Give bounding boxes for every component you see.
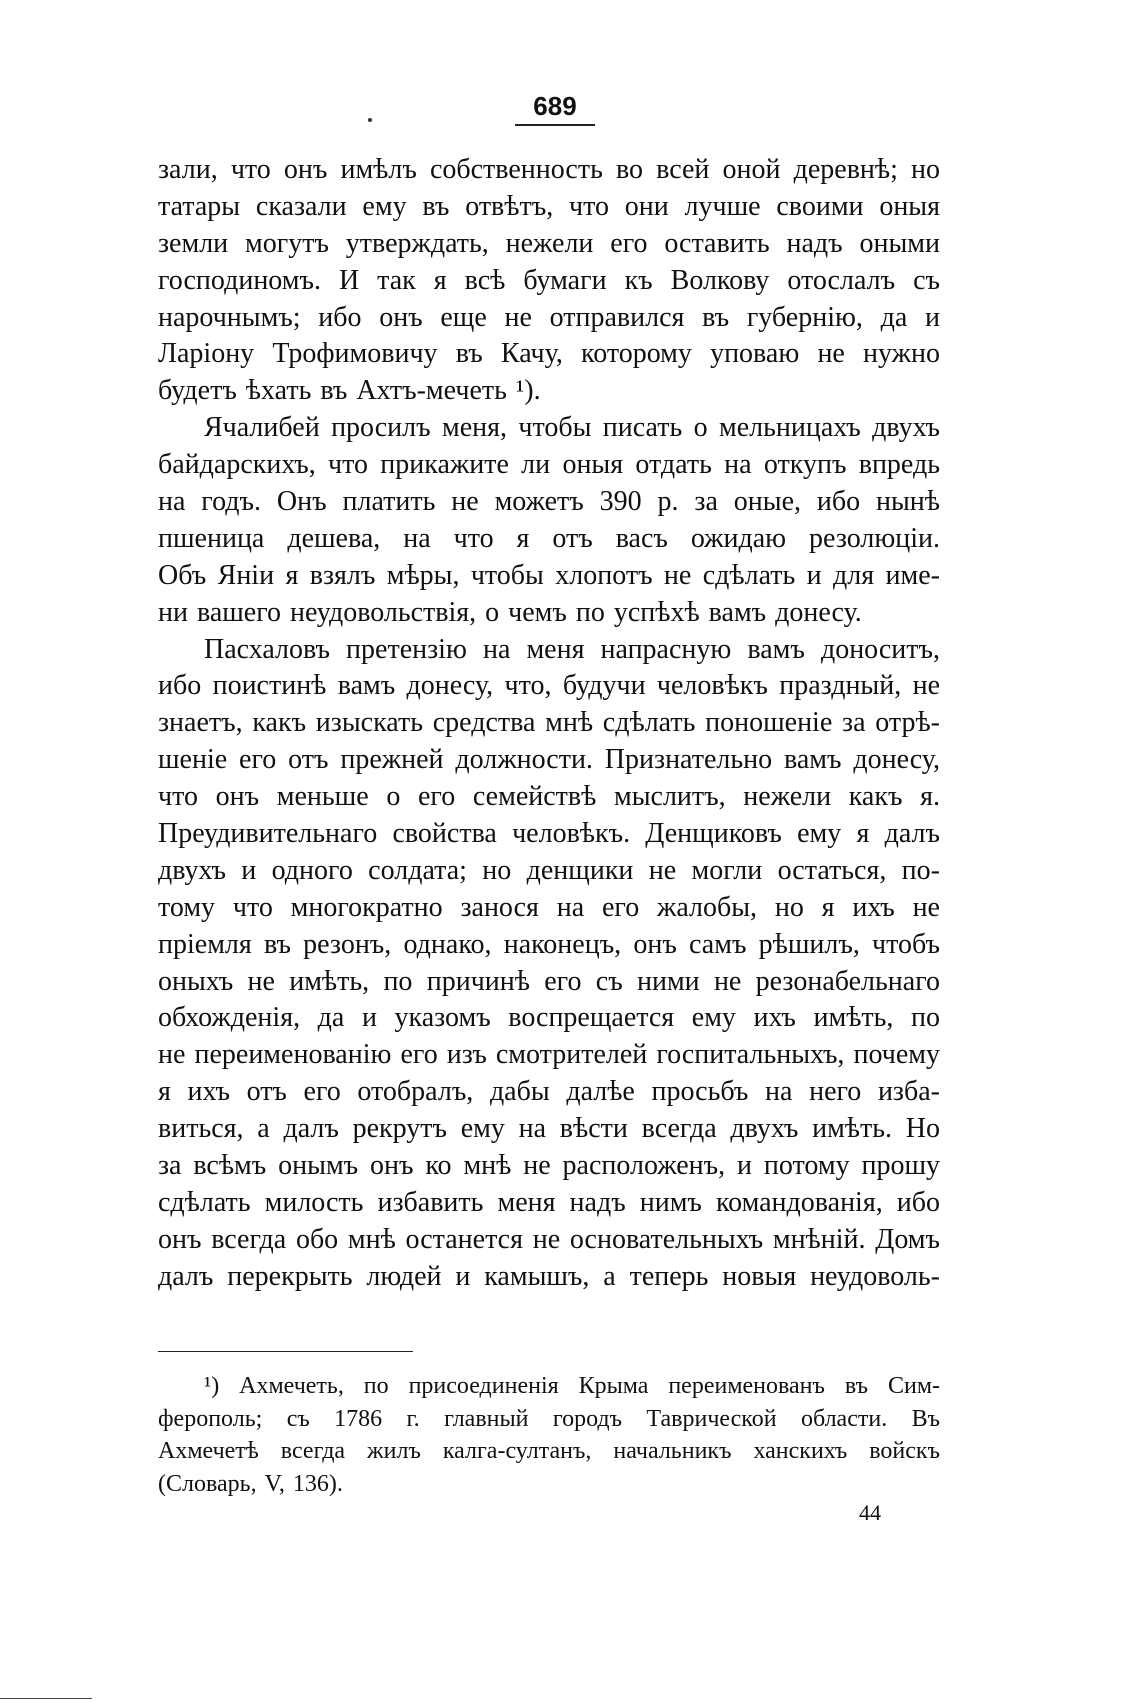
text-line: ибо поистинѣ вамъ донесу, что, будучи человѣкъ праздный, не (158, 670, 940, 702)
text-line: пріемля въ резонъ, однако, наконецъ, онъ самъ рѣшилъ, чтобъ (158, 928, 940, 960)
footnote-line: ¹) Ахмечеть, по присоединенія Крыма переименованъ въ Сим- (204, 1373, 940, 1399)
text-line: тому что многократно занося на его жалобы, но я ихъ не (158, 891, 940, 923)
text-line: шеніе его отъ прежней должности. Признательно вамъ донесу, (158, 744, 940, 776)
text-line: оныхъ не имѣть, по причинѣ его съ ними не резонабельнаго (158, 965, 940, 997)
signature-mark: 44 (859, 1500, 881, 1525)
text-line: на годъ. Онъ платить не можетъ 390 р. за оные, ибо нынѣ (158, 486, 940, 518)
text-line: Ячалибей просилъ меня, чтобы писать о мельницахъ двухъ (204, 412, 940, 444)
footnote-line: (Словарь, V, 136). (158, 1470, 343, 1497)
text-line: Ларіону Трофимовичу въ Качу, которому уповаю не нужно (158, 338, 940, 370)
text-line: господиномъ. И так я всѣ бумаги къ Волкову отослалъ съ (158, 264, 940, 296)
text-line: онъ всегда обо мнѣ останется не основательныхъ мнѣній. Домъ (158, 1223, 940, 1255)
text-line: татары сказали ему въ отвѣтъ, что они лучше своими оныя (158, 190, 940, 222)
footnote-line: ферополь; съ 1786 г. главный городъ Таврической области. Въ (158, 1405, 940, 1432)
text-line: пшеница дешева, на что я отъ васъ ожидаю резолюціи. (158, 522, 940, 554)
text-line: земли могутъ утверждать, нежели его оставить надъ оными (158, 227, 940, 259)
footnote-line: Ахмечетѣ всегда жилъ калга-султанъ, начальникъ ханскихъ войскъ (158, 1438, 940, 1464)
text-line: не переименованію его изъ смотрителей госпитальныхъ, почему (158, 1039, 940, 1071)
text-line: за всѣмъ онымъ онъ ко мнѣ не расположенъ, и потому прошу (158, 1150, 940, 1182)
text-line: что онъ меньше о его семействѣ мыслитъ, нежели какъ я. (158, 781, 940, 813)
text-line: ни вашего неудовольствія, о чемъ по успѣхѣ вамъ донесу. (158, 596, 862, 628)
text-line: виться, а далъ рекрутъ ему на вѣсти всегда двухъ имѣть. Но (158, 1113, 940, 1145)
text-line: зали, что онъ имѣлъ собственность во всей оной деревнѣ; но (158, 154, 940, 185)
text-line: далъ перекрыть людей и камышъ, а теперь новыя неудоволь- (158, 1260, 940, 1292)
scan-edge-mark (0, 1698, 92, 1699)
text-line: Преудивительнаго свойства человѣкъ. Денщиковъ ему я далъ (158, 818, 940, 850)
text-line: будетъ ѣхать въ Ахтъ-мечеть ¹). (158, 375, 541, 407)
printing-speck (368, 118, 372, 122)
footnote (158, 1370, 940, 1500)
footnote-rule (158, 1351, 413, 1352)
text-line: знаетъ, какъ изыскать средства мнѣ сдѣлать поношеніе за отрѣ- (158, 707, 940, 739)
text-line: сдѣлать милость избавить меня надъ нимъ командованія, ибо (158, 1186, 940, 1218)
text-line: обхожденія, да и указомъ воспрещается ему ихъ имѣть, по (158, 1002, 940, 1034)
text-line: я ихъ отъ его отобралъ, дабы далѣе просьбъ на него изба- (158, 1076, 940, 1108)
text-line: байдарскихъ, что прикажите ли оныя отдать на откупъ впредь (158, 449, 940, 481)
text-line: нарочнымъ; ибо онъ еще не отправился въ губернію, да и (158, 301, 940, 333)
page-number-rule (515, 124, 595, 126)
page-number: 689 (533, 91, 577, 121)
text-line: двухъ и одного солдата; но денщики не могли остаться, по- (158, 854, 940, 886)
body-text (158, 152, 940, 1296)
text-line: Пасхаловъ претензію на меня напрасную вамъ доноситъ, (204, 633, 940, 665)
text-line: Объ Яніи я взялъ мѣры, чтобы хлопотъ не сдѣлать и для име- (158, 559, 940, 591)
